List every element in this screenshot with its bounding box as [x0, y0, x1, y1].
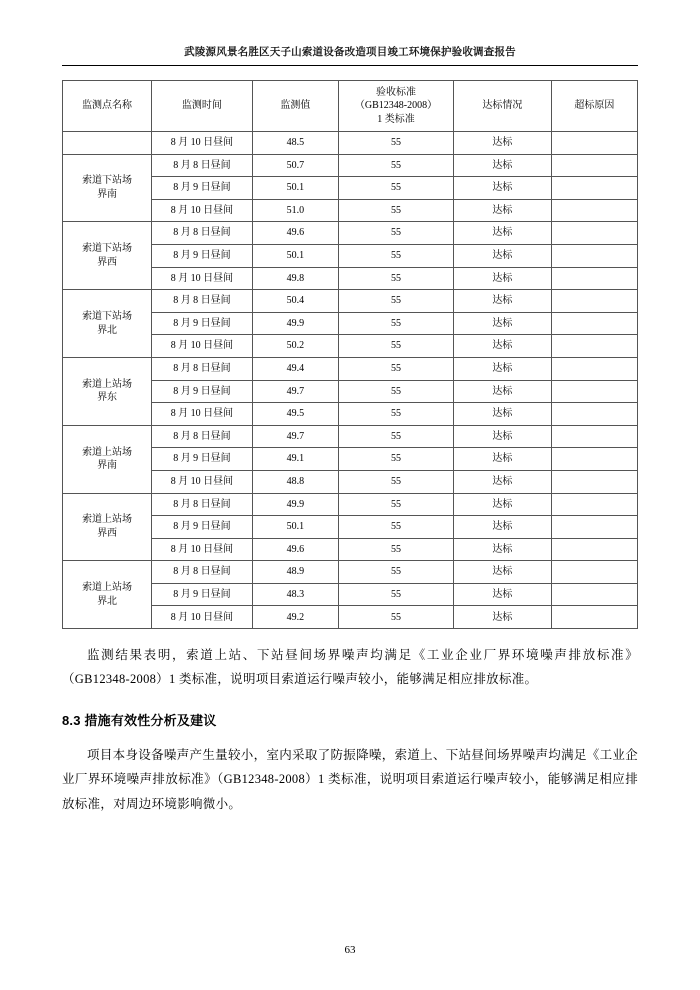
cell-reason — [551, 312, 637, 335]
cell-monitor-time: 8 月 10 日昼间 — [152, 403, 253, 426]
cell-standard: 55 — [339, 516, 454, 539]
table-row — [63, 290, 638, 313]
cell-reason — [551, 177, 637, 200]
cell-reason — [551, 222, 637, 245]
cell-status: 达标 — [454, 448, 552, 471]
standard-line-3: 1 类标准 — [377, 113, 415, 125]
section-heading-8-3: 8.3 措施有效性分析及建议 — [62, 712, 217, 728]
cell-reason — [551, 244, 637, 267]
table-row — [63, 561, 638, 584]
cell-monitor-value: 51.0 — [252, 199, 338, 222]
cell-monitor-value: 49.7 — [252, 380, 338, 403]
point-name-line-2: 界西 — [97, 256, 118, 268]
cell-monitor-value: 48.8 — [252, 470, 338, 493]
point-name-line-1: 索道上站场 — [82, 514, 133, 526]
cell-monitor-time: 8 月 9 日昼间 — [152, 177, 253, 200]
cell-monitor-time: 8 月 8 日昼间 — [152, 493, 253, 516]
cell-reason — [551, 516, 637, 539]
cell-point-name — [63, 425, 152, 493]
cell-status: 达标 — [454, 312, 552, 335]
cell-reason — [551, 606, 637, 629]
cell-status: 达标 — [454, 561, 552, 584]
cell-standard: 55 — [339, 177, 454, 200]
cell-monitor-value: 49.6 — [252, 538, 338, 561]
table-row — [63, 154, 638, 177]
cell-standard: 55 — [339, 154, 454, 177]
point-name-line-1: 索道下站场 — [82, 175, 133, 187]
cell-monitor-value: 50.1 — [252, 177, 338, 200]
cell-status: 达标 — [454, 538, 552, 561]
cell-standard: 55 — [339, 538, 454, 561]
cell-status: 达标 — [454, 425, 552, 448]
cell-standard: 55 — [339, 267, 454, 290]
page-number: 63 — [344, 944, 356, 956]
cell-monitor-value: 49.4 — [252, 357, 338, 380]
cell-standard: 55 — [339, 403, 454, 426]
cell-standard: 55 — [339, 425, 454, 448]
table-row — [63, 357, 638, 380]
cell-monitor-value: 50.1 — [252, 244, 338, 267]
cell-standard: 55 — [339, 561, 454, 584]
standard-line-1: 验收标准 — [376, 86, 416, 98]
cell-monitor-time: 8 月 8 日昼间 — [152, 357, 253, 380]
cell-point-name — [63, 561, 152, 629]
cell-point-name — [63, 493, 152, 561]
cell-monitor-value: 48.9 — [252, 561, 338, 584]
point-name-line-2: 界南 — [97, 188, 118, 200]
cell-monitor-value: 50.1 — [252, 516, 338, 539]
cell-standard: 55 — [339, 583, 454, 606]
cell-reason — [551, 425, 637, 448]
paragraph-monitoring-result: 监测结果表明，索道上站、下站昼间场界噪声均满足《工业企业厂界环境噪声排放标准》（GB12348-2008）1 类标准，说明项目索道运行噪声较小，能够满足相应排放标准。 — [62, 648, 638, 687]
cell-status: 达标 — [454, 380, 552, 403]
page-header-title: 武陵源风景名胜区天子山索道设备改造项目竣工环境保护验收调查报告 — [184, 46, 516, 58]
cell-monitor-time: 8 月 8 日昼间 — [152, 154, 253, 177]
cell-status: 达标 — [454, 154, 552, 177]
cell-reason — [551, 380, 637, 403]
cell-monitor-time: 8 月 10 日昼间 — [152, 606, 253, 629]
table-row — [63, 425, 638, 448]
cell-reason — [551, 267, 637, 290]
cell-monitor-value: 49.6 — [252, 222, 338, 245]
cell-monitor-time: 8 月 9 日昼间 — [152, 312, 253, 335]
cell-monitor-time: 8 月 9 日昼间 — [152, 244, 253, 267]
table-header-row — [63, 81, 638, 132]
cell-monitor-value: 50.7 — [252, 154, 338, 177]
cell-monitor-value: 49.7 — [252, 425, 338, 448]
cell-point-name — [63, 154, 152, 222]
cell-monitor-value: 50.4 — [252, 290, 338, 313]
cell-standard: 55 — [339, 448, 454, 471]
cell-monitor-value: 49.9 — [252, 493, 338, 516]
paragraph-effectiveness-analysis: 项目本身设备噪声产生量较小，室内采取了防振降噪，索道上、下站昼间场界噪声均满足《工业企业厂界环境噪声排放标准》（GB12348-2008）1 类标准，说明项目索道运行噪声较小，能够满足相应排放标准，对周边环境影响微小。 — [62, 747, 638, 811]
cell-standard: 55 — [339, 470, 454, 493]
point-name-line-2: 界北 — [97, 324, 118, 336]
cell-monitor-time: 8 月 10 日昼间 — [152, 470, 253, 493]
cell-reason — [551, 403, 637, 426]
noise-monitoring-table — [62, 80, 638, 629]
cell-reason — [551, 199, 637, 222]
header-divider — [62, 65, 638, 66]
cell-point-name — [63, 132, 152, 155]
cell-monitor-time: 8 月 8 日昼间 — [152, 290, 253, 313]
cell-status: 达标 — [454, 290, 552, 313]
cell-reason — [551, 448, 637, 471]
cell-monitor-value: 49.9 — [252, 312, 338, 335]
cell-status: 达标 — [454, 267, 552, 290]
cell-status: 达标 — [454, 199, 552, 222]
cell-status: 达标 — [454, 583, 552, 606]
cell-reason — [551, 538, 637, 561]
cell-monitor-value: 49.1 — [252, 448, 338, 471]
cell-reason — [551, 132, 637, 155]
standard-line-2: （GB12348-2008） — [354, 100, 438, 112]
cell-reason — [551, 493, 637, 516]
cell-reason — [551, 470, 637, 493]
cell-standard: 55 — [339, 493, 454, 516]
cell-status: 达标 — [454, 470, 552, 493]
cell-status: 达标 — [454, 493, 552, 516]
cell-monitor-value: 49.2 — [252, 606, 338, 629]
cell-standard: 55 — [339, 335, 454, 358]
cell-monitor-time: 8 月 10 日昼间 — [152, 267, 253, 290]
point-name-line-1: 索道下站场 — [82, 311, 133, 323]
cell-status: 达标 — [454, 516, 552, 539]
cell-monitor-time: 8 月 10 日昼间 — [152, 199, 253, 222]
col-point-name: 监测点名称 — [63, 81, 152, 132]
point-name-line-2: 界西 — [97, 527, 118, 539]
col-exceed-reason: 超标原因 — [551, 81, 637, 132]
cell-standard: 55 — [339, 312, 454, 335]
point-name-line-1: 索道上站场 — [82, 378, 133, 390]
cell-monitor-time: 8 月 10 日昼间 — [152, 538, 253, 561]
cell-monitor-time: 8 月 10 日昼间 — [152, 132, 253, 155]
point-name-line-2: 界北 — [97, 595, 118, 607]
cell-status: 达标 — [454, 335, 552, 358]
cell-reason — [551, 290, 637, 313]
cell-monitor-value: 50.2 — [252, 335, 338, 358]
cell-monitor-value: 48.3 — [252, 583, 338, 606]
col-monitor-value: 监测值 — [252, 81, 338, 132]
cell-standard: 55 — [339, 380, 454, 403]
cell-monitor-time: 8 月 8 日昼间 — [152, 561, 253, 584]
cell-reason — [551, 583, 637, 606]
cell-status: 达标 — [454, 244, 552, 267]
cell-monitor-time: 8 月 9 日昼间 — [152, 516, 253, 539]
cell-monitor-time: 8 月 9 日昼间 — [152, 380, 253, 403]
table-row — [63, 493, 638, 516]
cell-point-name — [63, 290, 152, 358]
cell-standard: 55 — [339, 222, 454, 245]
cell-reason — [551, 154, 637, 177]
col-monitor-time: 监测时间 — [152, 81, 253, 132]
cell-reason — [551, 357, 637, 380]
cell-monitor-time: 8 月 8 日昼间 — [152, 222, 253, 245]
table-row — [63, 132, 638, 155]
cell-monitor-time: 8 月 9 日昼间 — [152, 448, 253, 471]
cell-reason — [551, 561, 637, 584]
cell-status: 达标 — [454, 132, 552, 155]
cell-status: 达标 — [454, 357, 552, 380]
point-name-line-2: 界东 — [97, 392, 118, 404]
cell-point-name — [63, 357, 152, 425]
cell-standard: 55 — [339, 244, 454, 267]
cell-monitor-time: 8 月 8 日昼间 — [152, 425, 253, 448]
cell-standard: 55 — [339, 199, 454, 222]
cell-status: 达标 — [454, 606, 552, 629]
cell-monitor-value: 48.5 — [252, 132, 338, 155]
cell-monitor-time: 8 月 10 日昼间 — [152, 335, 253, 358]
cell-reason — [551, 335, 637, 358]
cell-standard: 55 — [339, 290, 454, 313]
point-name-line-1: 索道下站场 — [82, 243, 133, 255]
cell-status: 达标 — [454, 222, 552, 245]
table-row — [63, 222, 638, 245]
cell-standard: 55 — [339, 357, 454, 380]
point-name-line-1: 索道上站场 — [82, 446, 133, 458]
col-acceptance-standard — [339, 81, 454, 132]
cell-point-name — [63, 222, 152, 290]
cell-standard: 55 — [339, 606, 454, 629]
cell-status: 达标 — [454, 177, 552, 200]
cell-monitor-value: 49.8 — [252, 267, 338, 290]
cell-standard: 55 — [339, 132, 454, 155]
cell-monitor-time: 8 月 9 日昼间 — [152, 583, 253, 606]
cell-status: 达标 — [454, 403, 552, 426]
cell-monitor-value: 49.5 — [252, 403, 338, 426]
col-compliance-status: 达标情况 — [454, 81, 552, 132]
point-name-line-1: 索道上站场 — [82, 582, 133, 594]
point-name-line-2: 界南 — [97, 460, 118, 472]
